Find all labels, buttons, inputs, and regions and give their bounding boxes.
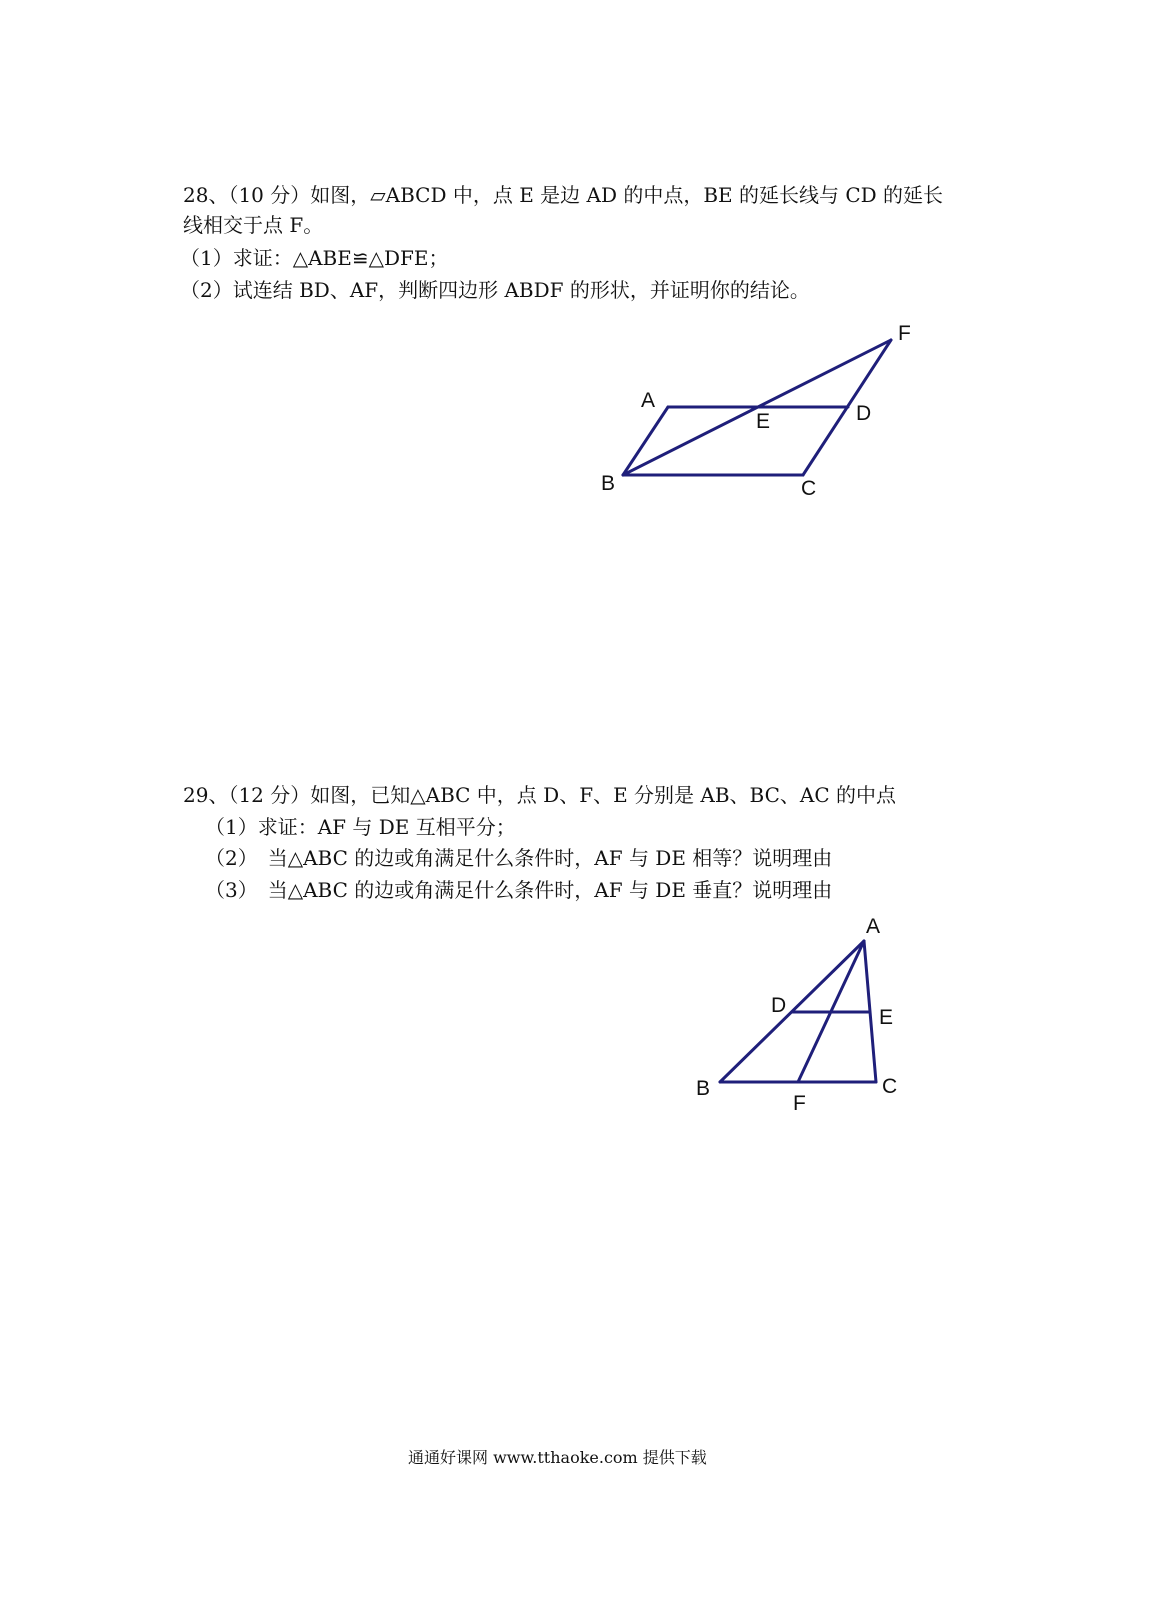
problem29-part3: （3） 当△ABC 的边或角满足什么条件时，AF 与 DE 垂直？说明理由 (205, 878, 833, 902)
label-E: E (756, 410, 771, 433)
problem29-part1: （1）求证：AF 与 DE 互相平分； (205, 815, 516, 839)
problem29-line1: 29、（12 分）如图，已知△ABC 中，点 D、F、E 分别是 AB、BC、AC 的中点 (183, 783, 897, 807)
label-F: F (898, 322, 911, 345)
label-D: D (771, 994, 787, 1017)
label-A: A (866, 915, 881, 938)
label-B: B (696, 1077, 711, 1100)
label-F: F (793, 1092, 806, 1115)
problem29-part2: （2） 当△ABC 的边或角满足什么条件时，AF 与 DE 相等？说明理由 (205, 846, 833, 870)
problem28-part2: （2）试连结 BD、AF，判断四边形 ABDF 的形状，并证明你的结论。 (180, 278, 810, 302)
label-C: C (882, 1075, 898, 1098)
label-B: B (601, 472, 616, 495)
problem28-part1: （1）求证：△ABE≌△DFE； (180, 246, 449, 270)
problem28-line1: 28、（10 分）如图，▱ABCD 中，点 E 是边 AD 的中点，BE 的延长线与 CD 的延长 (183, 183, 944, 207)
label-D: D (856, 402, 872, 425)
label-A: A (641, 389, 656, 412)
problem28-line2: 线相交于点 F。 (183, 213, 324, 237)
footer-source: 通通好课网 www.tthaoke.com 提供下载 (408, 1448, 707, 1467)
label-E: E (879, 1006, 894, 1029)
label-C: C (801, 477, 817, 500)
